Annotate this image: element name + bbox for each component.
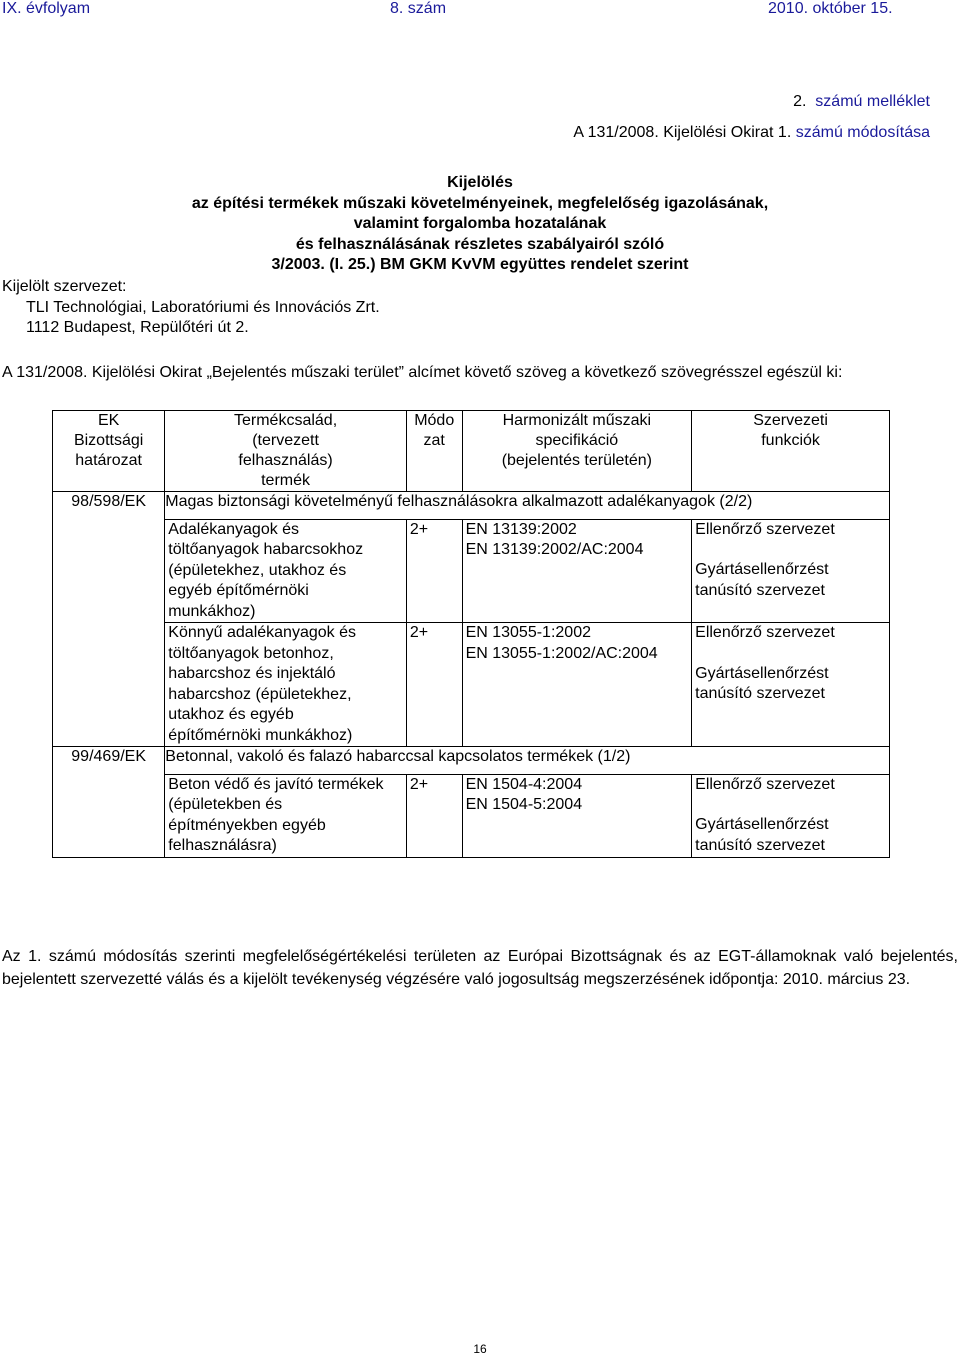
annex-ref-num: 1.	[777, 124, 792, 141]
group-code: 98/598/EK	[53, 492, 165, 520]
header-volume: IX. évfolyam	[2, 0, 91, 17]
org-label: Kijelölt szervezet:	[2, 278, 127, 295]
annex-reference	[573, 123, 930, 143]
notification-table	[52, 410, 890, 858]
title-line-5: 3/2003. (I. 25.) BM GKM KvVM együttes rendelet szerint	[271, 256, 689, 273]
spec-cell: EN 1504-4:2004 EN 1504-5:2004	[462, 774, 692, 857]
table-row	[53, 623, 890, 747]
mode-cell: 2+	[406, 774, 462, 857]
annex-ref-prefix: A 131/2008. Kijelölési Okirat	[573, 124, 774, 141]
product-cell: Beton védő és javító termékek (épületekben és építményekben egyéb felhasználásra)	[165, 774, 407, 857]
annex-number: 2.	[793, 93, 807, 110]
designated-organization	[2, 277, 380, 339]
product-cell: Adalékanyagok és töltőanyagok habarcsokhoz (épületekhez, utakhoz és egyéb építőmérnöki munkákhoz)	[165, 519, 407, 623]
org-name: TLI Technológiai, Laboratóriumi és Innovációs Zrt.	[26, 298, 380, 316]
page-header	[0, 0, 960, 22]
title-line-3: valamint forgalomba hozatalának	[353, 215, 607, 232]
header-functions: Szervezeti funkciók	[692, 411, 890, 492]
product-cell: Könnyű adalékanyagok és töltőanyagok betonhoz, habarcshoz és injektáló habarcshoz (épületekhez, utakhoz és egyéb építőmérnöki munkákhoz)	[165, 623, 407, 747]
header-date: 2010. október 15.	[768, 0, 893, 17]
header-decision: EK Bizottsági határozat	[53, 411, 165, 492]
group-title: Betonnal, vakoló és falazó habarccsal kapcsolatos termékek (1/2)	[165, 747, 890, 775]
title-line-4: és felhasználásának részletes szabályairól szóló	[295, 235, 665, 253]
closing-note: Az 1. számú módosítás szerinti megfelelőségértékelési területen az Európai Bizottságnak és az EGT-államoknak való bejelentés, bejelentett szervezetté válás és a kijelölt tevékenység végzésére való jogosultság megszerzésének időpontja: 2010. március 23.	[2, 948, 958, 988]
title-line-2: az építési termékek műszaki követelményeinek, megfelelőség igazolásának,	[191, 194, 769, 212]
spec-cell: EN 13055-1:2002 EN 13055-1:2002/AC:2004	[462, 623, 692, 747]
annex-label	[793, 92, 930, 112]
mode-cell: 2+	[406, 623, 462, 747]
annex-ref-suffix: számú módosítása	[795, 124, 930, 141]
title-line-1: Kijelölés	[447, 174, 513, 191]
document-title	[0, 173, 960, 276]
table-row	[53, 519, 890, 623]
group-code: 99/469/EK	[53, 747, 165, 775]
table-group-row	[53, 747, 890, 775]
table-group-row	[53, 492, 890, 520]
group-title: Magas biztonsági követelményű felhasználásokra alkalmazott adalékanyagok (2/2)	[165, 492, 890, 520]
header-mode: Módo zat	[406, 411, 462, 492]
functions-cell: Ellenőrző szervezet Gyártásellenőrzést tanúsító szervezet	[692, 623, 890, 747]
page-number: 16	[473, 1342, 487, 1356]
table-header-row	[53, 411, 890, 492]
header-specification: Harmonizált műszaki specifikáció (bejelentés területén)	[462, 411, 692, 492]
functions-cell: Ellenőrző szervezet Gyártásellenőrzést tanúsító szervezet	[692, 774, 890, 857]
header-issue: 8. szám	[390, 0, 447, 17]
functions-cell: Ellenőrző szervezet Gyártásellenőrzést tanúsító szervezet	[692, 519, 890, 623]
header-product-family: Termékcsalád, (tervezett felhasználás) termék	[165, 411, 407, 492]
mode-cell: 2+	[406, 519, 462, 623]
intro-paragraph: A 131/2008. Kijelölési Okirat „Bejelentés műszaki terület” alcímet követő szöveg a következő szövegrésszel egészül ki:	[2, 364, 843, 381]
annex-label-text: számú melléklet	[815, 93, 930, 110]
table-row	[53, 774, 890, 857]
spec-cell: EN 13139:2002 EN 13139:2002/AC:2004	[462, 519, 692, 623]
org-address: 1112 Budapest, Repülőtéri út 2.	[26, 319, 249, 336]
